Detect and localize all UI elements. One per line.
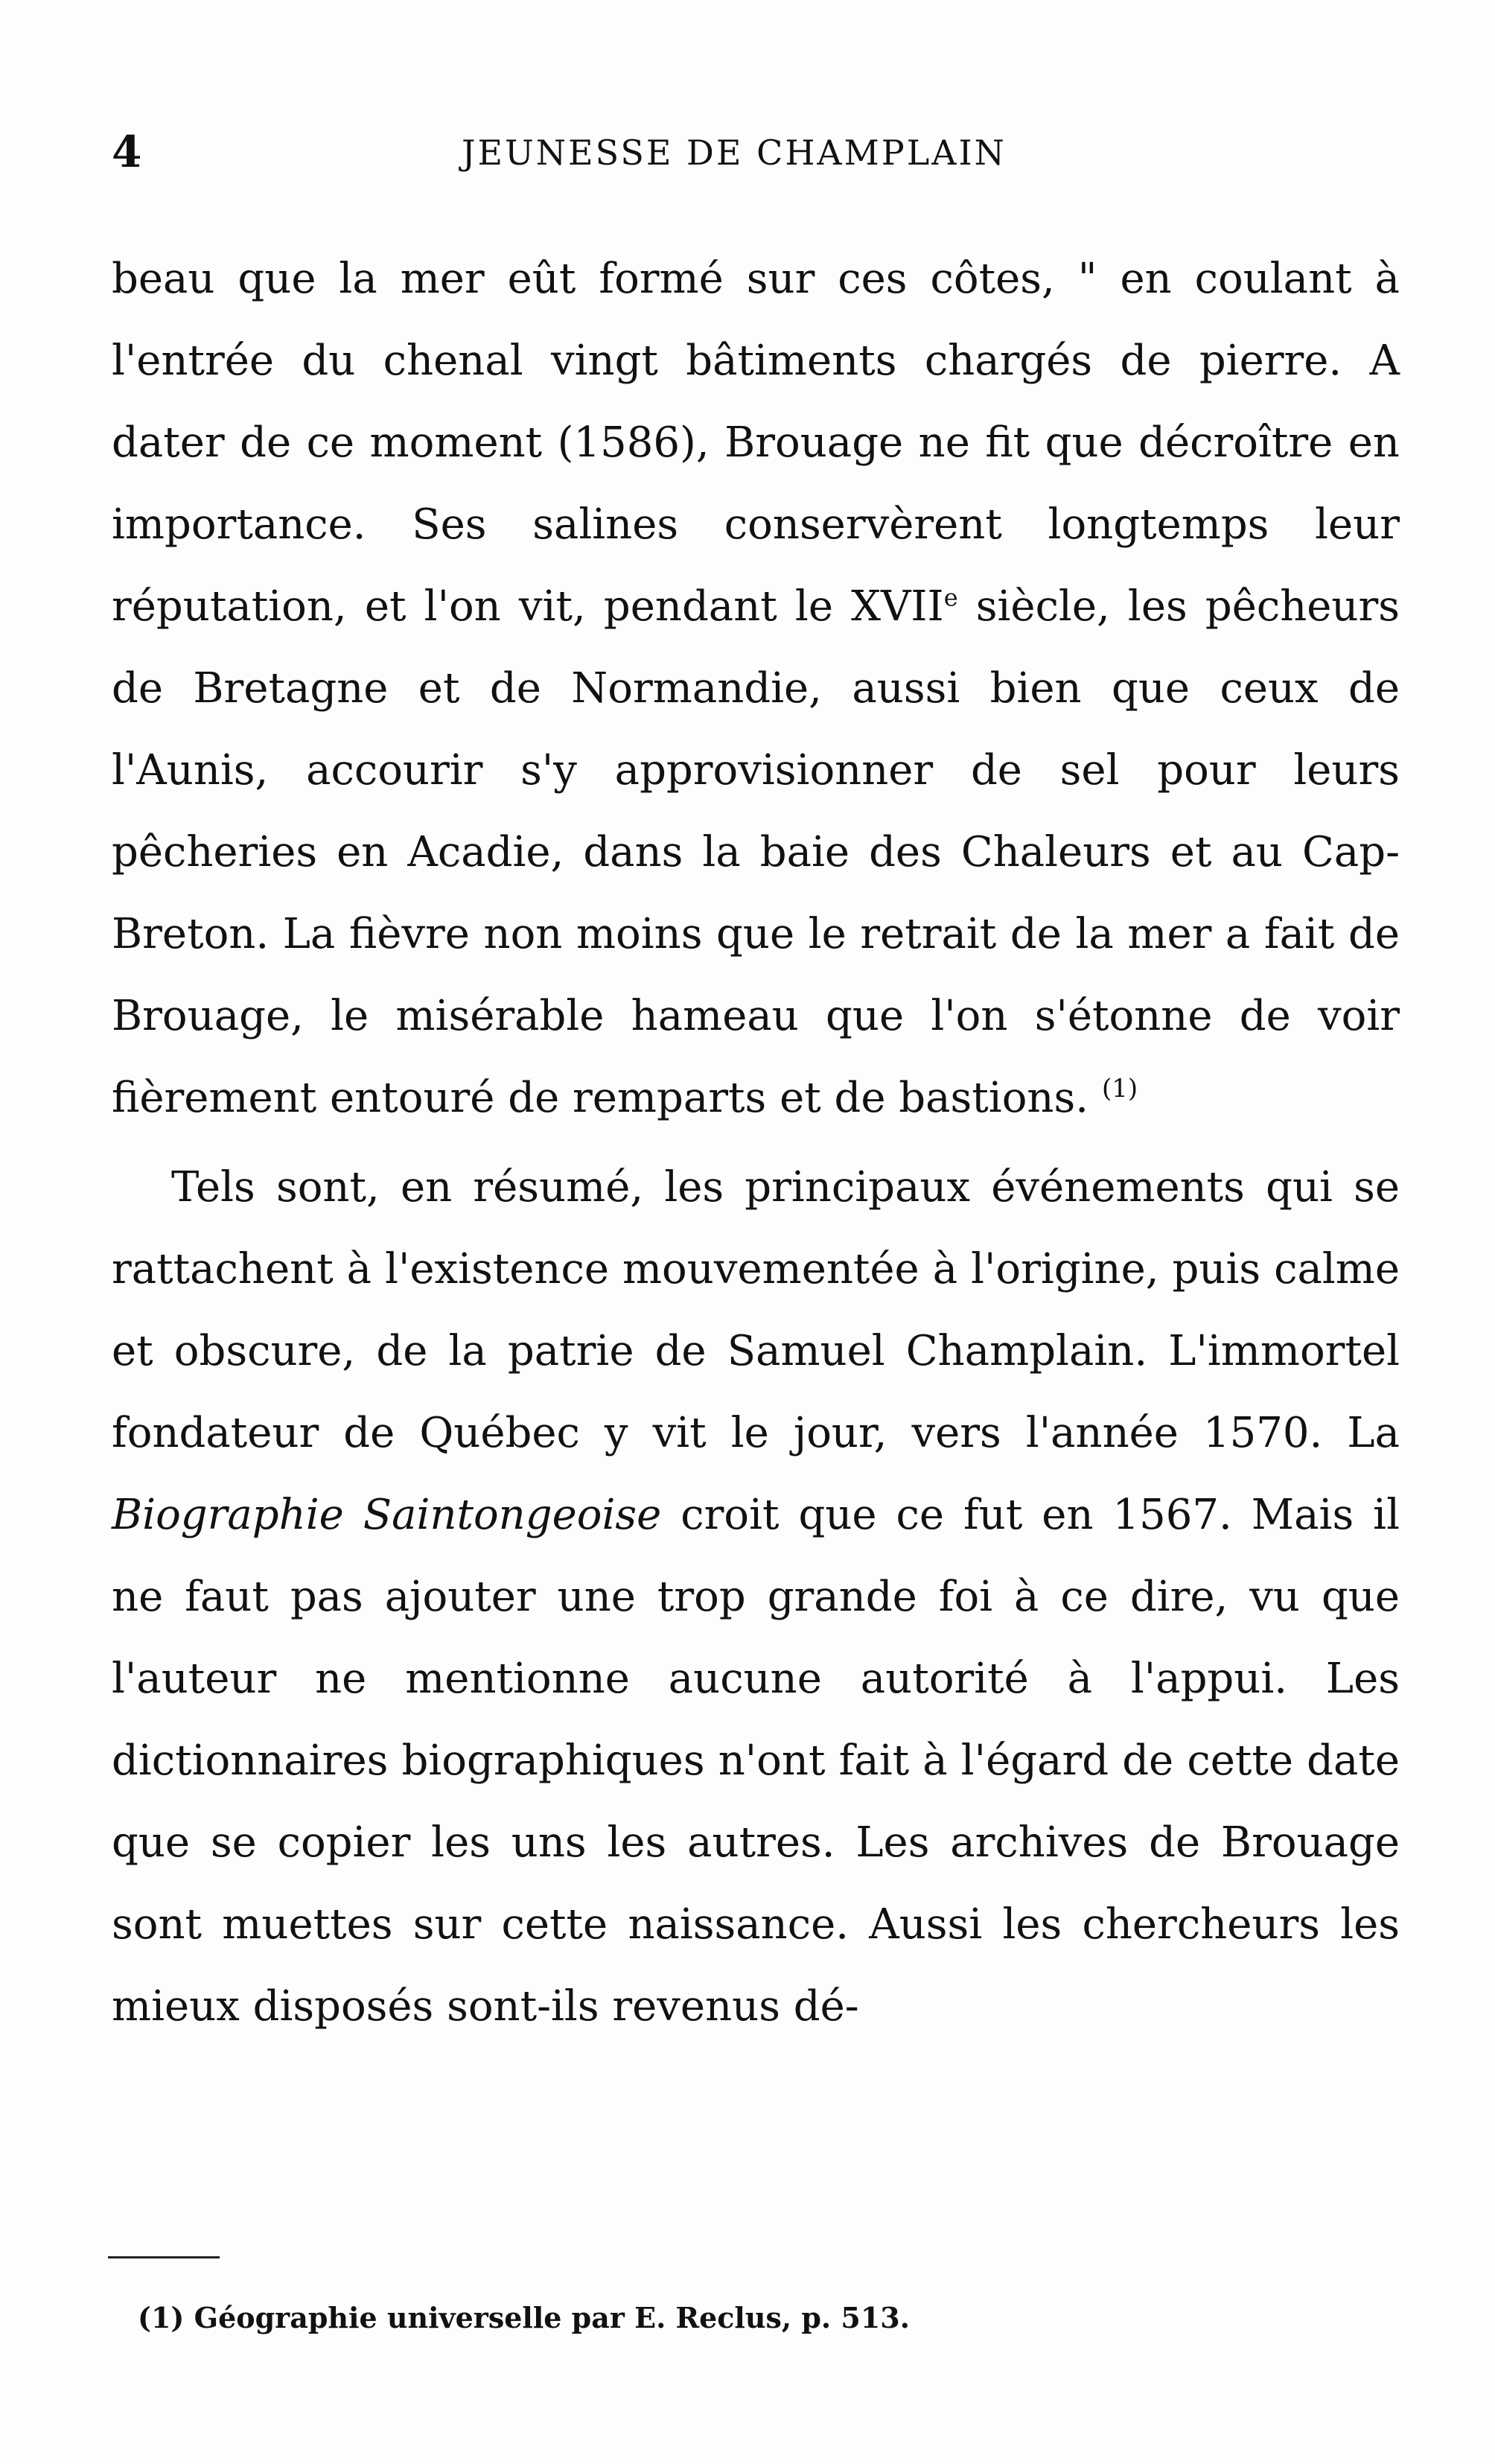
footnote-reference: (1): [1102, 1074, 1138, 1104]
running-head: JEUNESSE DE CHAMPLAIN: [462, 133, 1007, 173]
page-number: 4: [112, 127, 142, 177]
book-title-italic: Biographie Saintongeoise: [112, 1491, 662, 1539]
footnote-rule: [108, 2256, 220, 2258]
paragraph-2: [112, 1147, 1400, 2048]
paragraph-2-text: Tels sont, en résumé, les principaux événements qui se rattachent à l'existence mouvementée à l'origine, puis calme et obscure, de la patrie de Samuel Champlain. L'immortel fondateur de Québec y vit le jour, vers l'année 1570. La: [112, 1163, 1400, 1457]
paragraph-1-text: beau que la mer eût formé sur ces côtes, " en coulant à l'entrée du chenal vingt bâtiments chargés de pierre. A dater de ce moment (1586), Brouage ne fit que décroître en importance. Ses salines conservèrent longtemps leur réputation, et l'on vit, pendant le XVII: [112, 255, 1400, 631]
superscript-e: e: [943, 583, 958, 612]
footnote: (1) Géographie universelle par E. Reclus, p. 513.: [138, 2301, 910, 2334]
page-header: [112, 127, 1392, 194]
paragraph-1-text-cont: siècle, les pêcheurs de Bretagne et de Normandie, aussi bien que ceux de l'Aunis, accourir s'y approvisionner de sel pour leurs pêcheries en Acadie, dans la baie des Chaleurs et au Cap-Breton. La fièvre non moins que le retrait de la mer a fait de Brouage, le misérable hameau que l'on s'étonne de voir fièrement entouré de remparts et de bastions.: [112, 582, 1400, 1122]
body-text: [112, 238, 1400, 2048]
paragraph-1: [112, 238, 1400, 1139]
paragraph-2-text-cont: croit que ce fut en 1567. Mais il ne faut pas ajouter une trop grande foi à ce dire, vu que l'auteur ne mentionne aucune autorité à l'appui. Les dictionnaires biographiques n'ont fait à l'égard de cette date que se copier les uns les autres. Les archives de Brouage sont muettes sur cette naissance. Aussi les chercheurs les mieux disposés sont-ils revenus dé-: [112, 1491, 1400, 2031]
